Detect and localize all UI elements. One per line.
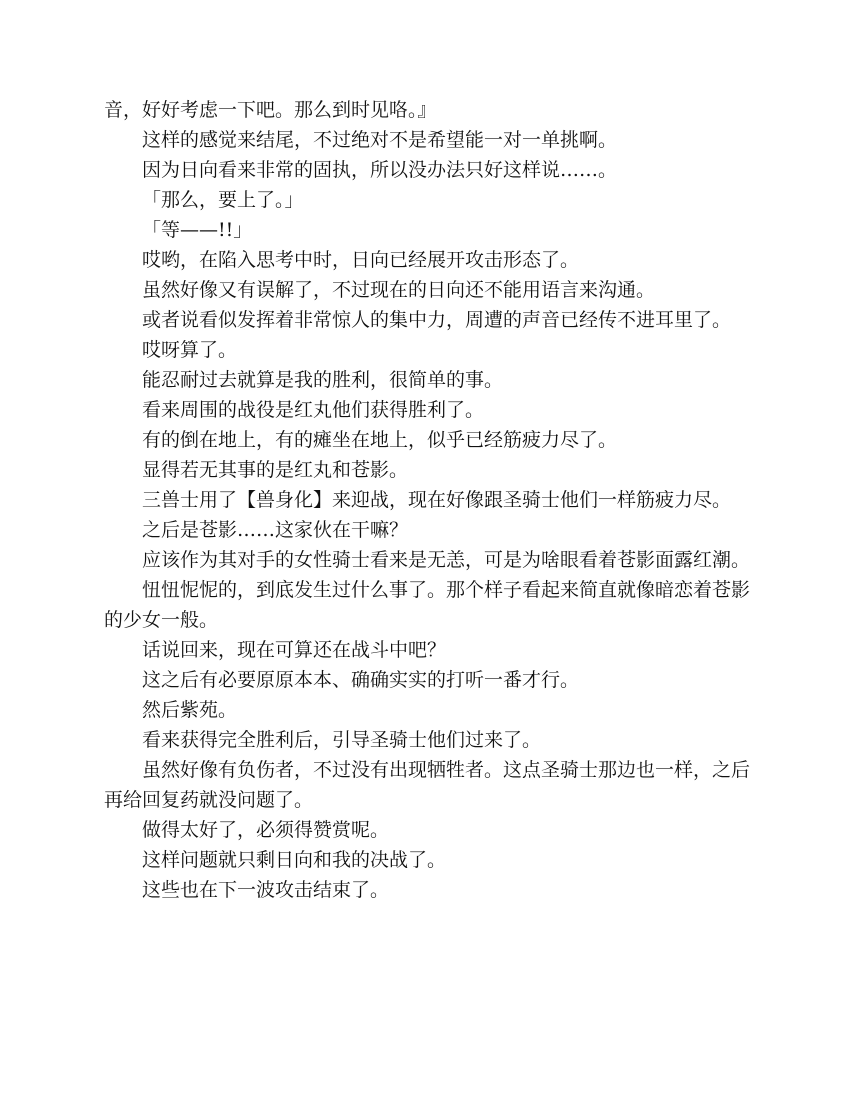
paragraph: 然后紫苑。	[142, 699, 238, 721]
paragraph: 这些也在下一波攻击结束了。	[142, 879, 390, 901]
paragraph: 虽然好像有负伤者，不过没有出现牺牲者。这点圣骑士那边也一样，之后再给回复药就没问题了。	[104, 759, 751, 811]
paragraph: 哎哟，在陷入思考中时，日向已经展开攻击形态了。	[142, 249, 580, 271]
paragraph: 「那么，要上了。」	[142, 189, 304, 211]
paragraph: 因为日向看来非常的固执，所以没办法只好这样说……。	[142, 159, 618, 181]
paragraph: 这样的感觉来结尾，不过绝对不是希望能一对一单挑啊。	[142, 129, 618, 151]
paragraph: 「等——!!」	[142, 219, 253, 241]
paragraph: 看来周围的战役是红丸他们获得胜利了。	[142, 399, 485, 421]
paragraph: 显得若无其事的是红丸和苍影。	[142, 459, 409, 481]
paragraph: 音，好好考虑一下吧。那么到时见咯。』	[104, 99, 437, 121]
paragraph: 应该作为其对手的女性骑士看来是无恙，可是为啥眼看着苍影面露红潮。	[142, 549, 751, 571]
paragraph: 这之后有必要原原本本、确确实实的打听一番才行。	[142, 669, 580, 691]
paragraph: 三兽士用了【兽身化】来迎战，现在好像跟圣骑士他们一样筋疲力尽。	[142, 489, 732, 511]
paragraph: 话说回来，现在可算还在战斗中吧？	[142, 639, 447, 661]
paragraph: 做得太好了，必须得赞赏呢。	[142, 819, 390, 841]
paragraph: 哎呀算了。	[142, 339, 238, 361]
paragraph: 有的倒在地上，有的瘫坐在地上，似乎已经筋疲力尽了。	[142, 429, 618, 451]
paragraph: 这样问题就只剩日向和我的决战了。	[142, 849, 447, 871]
paragraph: 忸忸怩怩的，到底发生过什么事了。那个样子看起来简直就像暗恋着苍影的少女一般。	[104, 579, 751, 631]
text-body	[104, 95, 750, 905]
paragraph: 能忍耐过去就算是我的胜利，很简单的事。	[142, 369, 504, 391]
paragraph: 或者说看似发挥着非常惊人的集中力，周遭的声音已经传不进耳里了。	[142, 309, 732, 331]
paragraph: 看来获得完全胜利后，引导圣骑士他们过来了。	[142, 729, 542, 751]
paragraph: 虽然好像又有误解了，不过现在的日向还不能用语言来沟通。	[142, 279, 656, 301]
paragraph: 之后是苍影……这家伙在干嘛？	[142, 519, 409, 541]
